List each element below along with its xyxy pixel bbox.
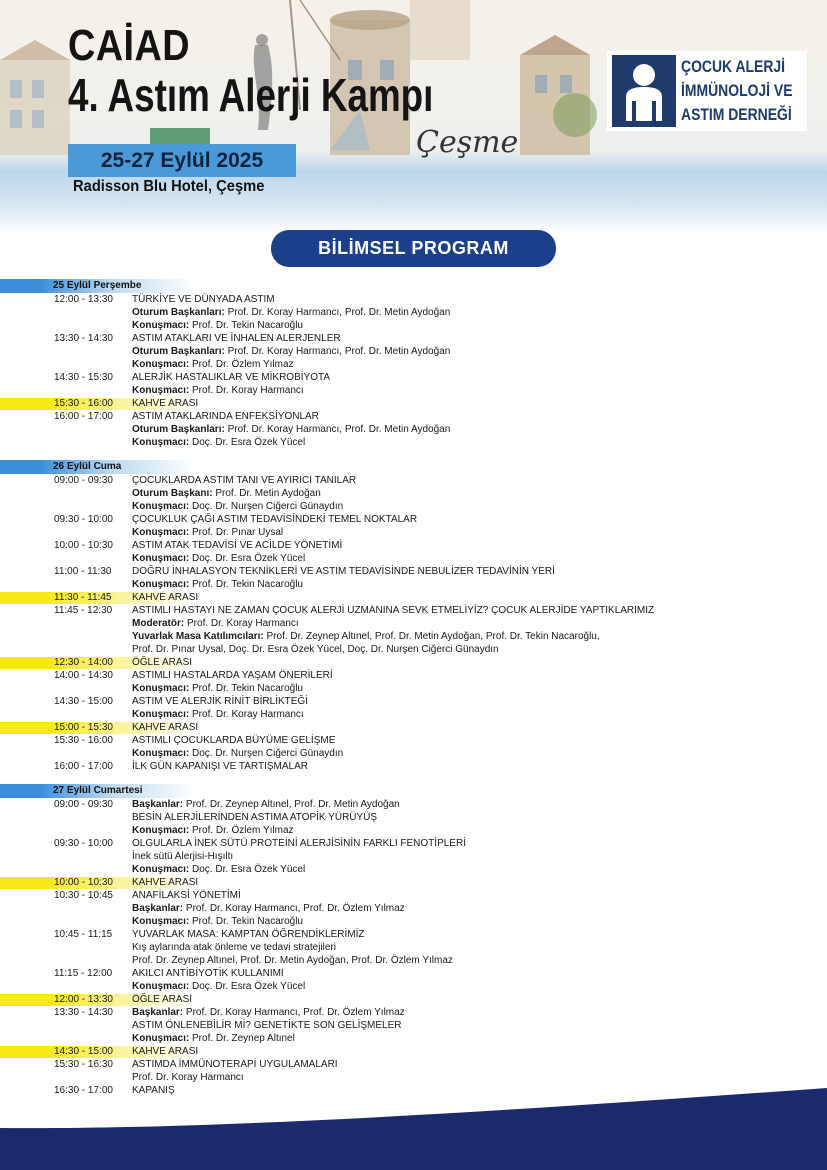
session-content: AKILCI ANTİBİYOTİK KULLANIMI <box>132 968 284 979</box>
session-time: 15:30 - 16:30 <box>54 1059 113 1070</box>
session-content <box>132 436 305 449</box>
session-content <box>132 1006 405 1019</box>
event-title: 4. Astım Alerji Kampı <box>68 69 434 121</box>
role-label: Konuşmacı: <box>132 437 190 448</box>
day-header <box>0 279 827 293</box>
session-row <box>0 747 827 760</box>
role-names: Prof. Dr. Metin Aydoğan <box>212 488 321 499</box>
session-time: 14:00 - 14:30 <box>54 670 113 681</box>
role-label: Oturum Başkanları: <box>132 346 225 357</box>
session-content <box>132 902 405 915</box>
break-row <box>0 721 827 734</box>
session-row <box>0 578 827 591</box>
event-title-short: CAİAD <box>68 21 190 70</box>
session-row <box>0 1006 827 1019</box>
role-names: Doç. Dr. Esra Özek Yücel <box>189 981 306 992</box>
session-time: 13:30 - 14:30 <box>54 333 113 344</box>
session-content: Prof. Dr. Koray Harmancı <box>132 1072 244 1083</box>
session-content <box>132 319 303 332</box>
role-label: Başkanlar: <box>132 799 184 810</box>
session-time: 10:00 - 10:30 <box>54 540 113 551</box>
role-names: Prof. Dr. Koray Harmancı, Prof. Dr. Metin Aydoğan <box>224 424 451 435</box>
session-content <box>132 980 305 993</box>
session-row <box>0 980 827 993</box>
break-row <box>0 591 827 604</box>
session-content: OLGULARLA İNEK SÜTÜ PROTEİNİ ALERJİSİNİN FARKLI FENOTİPLERİ <box>132 838 466 849</box>
session-time: 10:45 - 11:15 <box>54 929 113 940</box>
session-time: 11:45 - 12:30 <box>54 605 113 616</box>
session-time: 09:00 - 09:30 <box>54 475 113 486</box>
session-time: 11:00 - 11:30 <box>54 566 112 577</box>
session-row <box>0 319 827 332</box>
logo-line: ÇOCUK ALERJİ <box>681 57 786 76</box>
role-label: Konuşmacı: <box>132 527 190 538</box>
session-time: 12:00 - 13:30 <box>54 294 113 305</box>
session-time: 10:30 - 10:45 <box>54 890 113 901</box>
session-row <box>0 824 827 837</box>
session-content: Prof. Dr. Zeynep Altınel, Prof. Dr. Metin Aydoğan, Prof. Dr. Özlem Yılmaz <box>132 955 453 966</box>
session-row <box>0 889 827 902</box>
role-label: Konuşmacı: <box>132 981 190 992</box>
session-row <box>0 734 827 747</box>
session-content: DOĞRU İNHALASYON TEKNİKLERİ VE ASTIM TEDAVİSİNDE NEBULİZER TEDAVİNİN YERİ <box>132 566 555 577</box>
session-content <box>132 487 321 500</box>
break-label: KAHVE ARASI <box>132 722 199 733</box>
footer-wave <box>0 1070 827 1170</box>
role-label: Konuşmacı: <box>132 864 190 875</box>
session-time: 16:00 - 17:00 <box>54 761 113 772</box>
session-content <box>132 306 450 319</box>
role-names: Prof. Dr. Zeynep Altınel <box>189 1033 295 1044</box>
role-names: Prof. Dr. Pınar Uysal <box>189 527 284 538</box>
role-label: Konuşmacı: <box>132 709 190 720</box>
break-row <box>0 656 827 669</box>
session-row <box>0 902 827 915</box>
section-title: BİLİMSEL PROGRAM <box>271 230 556 267</box>
session-content <box>132 798 400 811</box>
session-time: 10:00 - 10:30 <box>54 877 113 888</box>
role-label: Konuşmacı: <box>132 385 190 396</box>
day-header <box>0 460 827 474</box>
role-label: Yuvarlak Masa Katılımcıları: <box>132 631 264 642</box>
session-row <box>0 423 827 436</box>
session-content <box>132 863 305 876</box>
break-label: ÖĞLE ARASI <box>132 657 193 668</box>
day-label: 25 Eylül Perşembe <box>53 280 142 291</box>
session-row <box>0 500 827 513</box>
role-label: Oturum Başkanları: <box>132 307 225 318</box>
day-label: 26 Eylül Cuma <box>53 461 122 472</box>
session-row <box>0 384 827 397</box>
role-names: Doç. Dr. Esra Özek Yücel <box>189 553 306 564</box>
role-names: Prof. Dr. Koray Harmancı, Prof. Dr. Özlem Yılmaz <box>183 1007 405 1018</box>
role-label: Konuşmacı: <box>132 579 190 590</box>
role-names: Prof. Dr. Tekin Nacaroğlu <box>189 579 303 590</box>
session-content: ASTIMLI HASTALARDA YAŞAM ÖNERİLERİ <box>132 670 333 681</box>
session-row <box>0 410 827 423</box>
session-time: 14:30 - 15:00 <box>54 1046 113 1057</box>
role-names: Prof. Dr. Tekin Nacaroğlu <box>189 320 303 331</box>
session-row <box>0 487 827 500</box>
role-label: Oturum Başkanları: <box>132 424 225 435</box>
session-time: 09:30 - 10:00 <box>54 838 113 849</box>
session-content: Prof. Dr. Pınar Uysal, Doç. Dr. Esra Özek Yücel, Doç. Dr. Nurşen Ciğerci Günaydın <box>132 644 499 655</box>
break-label: KAHVE ARASI <box>132 398 199 409</box>
session-time: 11:15 - 12:00 <box>54 968 113 979</box>
session-row <box>0 643 827 656</box>
session-content <box>132 915 303 928</box>
session-row <box>0 345 827 358</box>
session-content <box>132 423 450 436</box>
session-row <box>0 358 827 371</box>
logo-line: ASTIM DERNEĞİ <box>681 105 792 124</box>
session-content: KAPANIŞ <box>132 1085 175 1096</box>
break-label: KAHVE ARASI <box>132 877 199 888</box>
role-label: Konuşmacı: <box>132 320 190 331</box>
session-row <box>0 967 827 980</box>
session-content: Kış aylarında atak önleme ve tedavi stratejileri <box>132 942 336 953</box>
session-content: İLK GÜN KAPANIŞI VE TARTIŞMALAR <box>132 761 308 772</box>
session-content <box>132 358 294 371</box>
session-row <box>0 915 827 928</box>
role-names: Prof. Dr. Koray Harmancı, Prof. Dr. Metin Aydoğan <box>224 346 451 357</box>
session-content: ASTIMLI HASTAYI NE ZAMAN ÇOCUK ALERJİ UZMANINA SEVK ETMELİYİZ? ÇOCUK ALERJİDE YAPTIKLARIMIZ <box>132 605 655 616</box>
program-schedule <box>0 279 827 1097</box>
session-row <box>0 513 827 526</box>
session-time: 13:30 - 14:30 <box>54 1007 113 1018</box>
role-label: Konuşmacı: <box>132 1033 190 1044</box>
association-logo <box>607 51 807 131</box>
session-content: ASTIM VE ALERJİK RİNİT BİRLİKTEĞİ <box>132 696 308 707</box>
location-script: Çeşme <box>416 125 519 160</box>
session-row <box>0 436 827 449</box>
session-row <box>0 928 827 941</box>
logo-line: İMMÜNOLOJİ VE <box>681 81 793 100</box>
session-content <box>132 1032 295 1045</box>
role-names: Prof. Dr. Zeynep Altınel, Prof. Dr. Metin Aydoğan, Prof. Dr. Tekin Nacaroğlu, <box>263 631 600 642</box>
session-content <box>132 708 304 721</box>
session-content <box>132 682 303 695</box>
session-content <box>132 578 303 591</box>
session-row <box>0 708 827 721</box>
session-row <box>0 760 827 773</box>
role-label: Oturum Başkanı: <box>132 488 213 499</box>
session-row <box>0 293 827 306</box>
session-content: ÇOCUKLARDA ASTIM TANI VE AYIRICI TANILAR <box>132 475 357 486</box>
session-content <box>132 384 304 397</box>
session-time: 14:30 - 15:30 <box>54 372 113 383</box>
break-row <box>0 1045 827 1058</box>
session-row <box>0 811 827 824</box>
session-row <box>0 669 827 682</box>
header-banner <box>0 0 827 235</box>
role-label: Konuşmacı: <box>132 825 190 836</box>
session-row <box>0 306 827 319</box>
session-content: BESİN ALERJİLERİNDEN ASTIMA ATOPİK YÜRÜYÜŞ <box>132 812 378 823</box>
session-row <box>0 332 827 345</box>
session-content: YUVARLAK MASA: KAMPTAN ÖĞRENDİKLERİMİZ <box>132 929 365 940</box>
session-time: 15:30 - 16:00 <box>54 398 113 409</box>
role-label: Konuşmacı: <box>132 683 190 694</box>
session-content: ASTIM ATAKLARI VE İNHALEN ALERJENLER <box>132 333 341 344</box>
session-content <box>132 500 343 513</box>
role-names: Prof. Dr. Koray Harmancı <box>189 385 304 396</box>
role-label: Konuşmacı: <box>132 359 190 370</box>
session-time: 14:30 - 15:00 <box>54 696 113 707</box>
role-names: Doç. Dr. Esra Özek Yücel <box>189 437 306 448</box>
session-row <box>0 565 827 578</box>
session-content <box>132 617 299 630</box>
role-label: Konuşmacı: <box>132 553 190 564</box>
session-row <box>0 941 827 954</box>
session-row <box>0 539 827 552</box>
role-names: Prof. Dr. Koray Harmancı, Prof. Dr. Özlem Yılmaz <box>183 903 405 914</box>
role-label: Konuşmacı: <box>132 748 190 759</box>
session-content: ASTIM ÖNLENEBİLİR Mİ? GENETİKTE SON GELİŞMELER <box>132 1020 402 1031</box>
session-row <box>0 1019 827 1032</box>
role-label: Moderatör: <box>132 618 185 629</box>
role-names: Prof. Dr. Koray Harmancı, Prof. Dr. Metin Aydoğan <box>224 307 451 318</box>
session-content: ASTIMDA İMMÜNOTERAPİ UYGULAMALARI <box>132 1059 338 1070</box>
person-icon <box>612 55 676 127</box>
break-label: KAHVE ARASI <box>132 1046 199 1057</box>
break-label: ÖĞLE ARASI <box>132 994 193 1005</box>
session-row <box>0 954 827 967</box>
logo-wordmark <box>681 55 793 127</box>
session-row <box>0 798 827 811</box>
session-content: ANAFİLAKSİ YÖNETİMİ <box>132 890 241 901</box>
role-names: Prof. Dr. Tekin Nacaroğlu <box>189 683 303 694</box>
session-row <box>0 371 827 384</box>
session-time: 16:00 - 17:00 <box>54 411 113 422</box>
session-time: 12:30 - 14:00 <box>54 657 113 668</box>
session-row <box>0 630 827 643</box>
session-row <box>0 837 827 850</box>
role-names: Prof. Dr. Özlem Yılmaz <box>189 359 294 370</box>
session-content: İnek sütü Alerjisi-Hışıltı <box>132 851 234 862</box>
role-label: Konuşmacı: <box>132 501 190 512</box>
session-time: 09:00 - 09:30 <box>54 799 113 810</box>
session-time: 16:30 - 17:00 <box>54 1085 113 1096</box>
session-row <box>0 617 827 630</box>
break-label: KAHVE ARASI <box>132 592 199 603</box>
role-names: Prof. Dr. Zeynep Altınel, Prof. Dr. Metin Aydoğan <box>183 799 400 810</box>
session-time: 09:30 - 10:00 <box>54 514 113 525</box>
session-content <box>132 526 283 539</box>
role-names: Prof. Dr. Tekin Nacaroğlu <box>189 916 303 927</box>
event-date: 25-27 Eylül 2025 <box>68 144 296 177</box>
session-row <box>0 682 827 695</box>
session-row <box>0 474 827 487</box>
role-names: Doç. Dr. Nurşen Ciğerci Günaydın <box>189 501 344 512</box>
break-row <box>0 993 827 1006</box>
session-row <box>0 695 827 708</box>
break-row <box>0 397 827 410</box>
session-content: TÜRKİYE VE DÜNYADA ASTIM <box>132 294 275 305</box>
session-content <box>132 345 450 358</box>
session-row <box>0 604 827 617</box>
session-time: 12:00 - 13:30 <box>54 994 113 1005</box>
session-row <box>0 1032 827 1045</box>
session-content: ASTIM ATAKLARINDA ENFEKSİYONLAR <box>132 411 319 422</box>
session-time: 11:30 - 11:45 <box>54 592 112 603</box>
session-content: ALERJİK HASTALIKLAR VE MİKROBİYOTA <box>132 372 331 383</box>
role-names: Doç. Dr. Nurşen Ciğerci Günaydın <box>189 748 344 759</box>
role-label: Başkanlar: <box>132 1007 184 1018</box>
session-content: ASTIM ATAK TEDAVİSİ VE ACİLDE YÖNETİMİ <box>132 540 343 551</box>
day-header <box>0 784 827 798</box>
role-label: Başkanlar: <box>132 903 184 914</box>
role-label: Konuşmacı: <box>132 916 190 927</box>
event-venue: Radisson Blu Hotel, Çeşme <box>73 178 265 195</box>
role-names: Doç. Dr. Esra Özek Yücel <box>189 864 306 875</box>
break-row <box>0 876 827 889</box>
session-content: ASTIMLI ÇOCUKLARDA BÜYÜME GELİŞME <box>132 735 336 746</box>
role-names: Prof. Dr. Özlem Yılmaz <box>189 825 294 836</box>
day-label: 27 Eylül Cumartesi <box>53 785 143 796</box>
role-names: Prof. Dr. Koray Harmancı <box>189 709 304 720</box>
session-content <box>132 630 600 643</box>
role-names: Prof. Dr. Koray Harmancı <box>184 618 299 629</box>
session-row <box>0 526 827 539</box>
session-content <box>132 552 305 565</box>
session-time: 15:30 - 16:00 <box>54 735 113 746</box>
session-content <box>132 747 343 760</box>
session-row <box>0 850 827 863</box>
session-content <box>132 824 294 837</box>
session-time: 15:00 - 15:30 <box>54 722 113 733</box>
session-content: ÇOCUKLUK ÇAĞI ASTIM TEDAVİSİNDEKİ TEMEL NOKTALAR <box>132 514 418 525</box>
session-row <box>0 863 827 876</box>
session-row <box>0 552 827 565</box>
